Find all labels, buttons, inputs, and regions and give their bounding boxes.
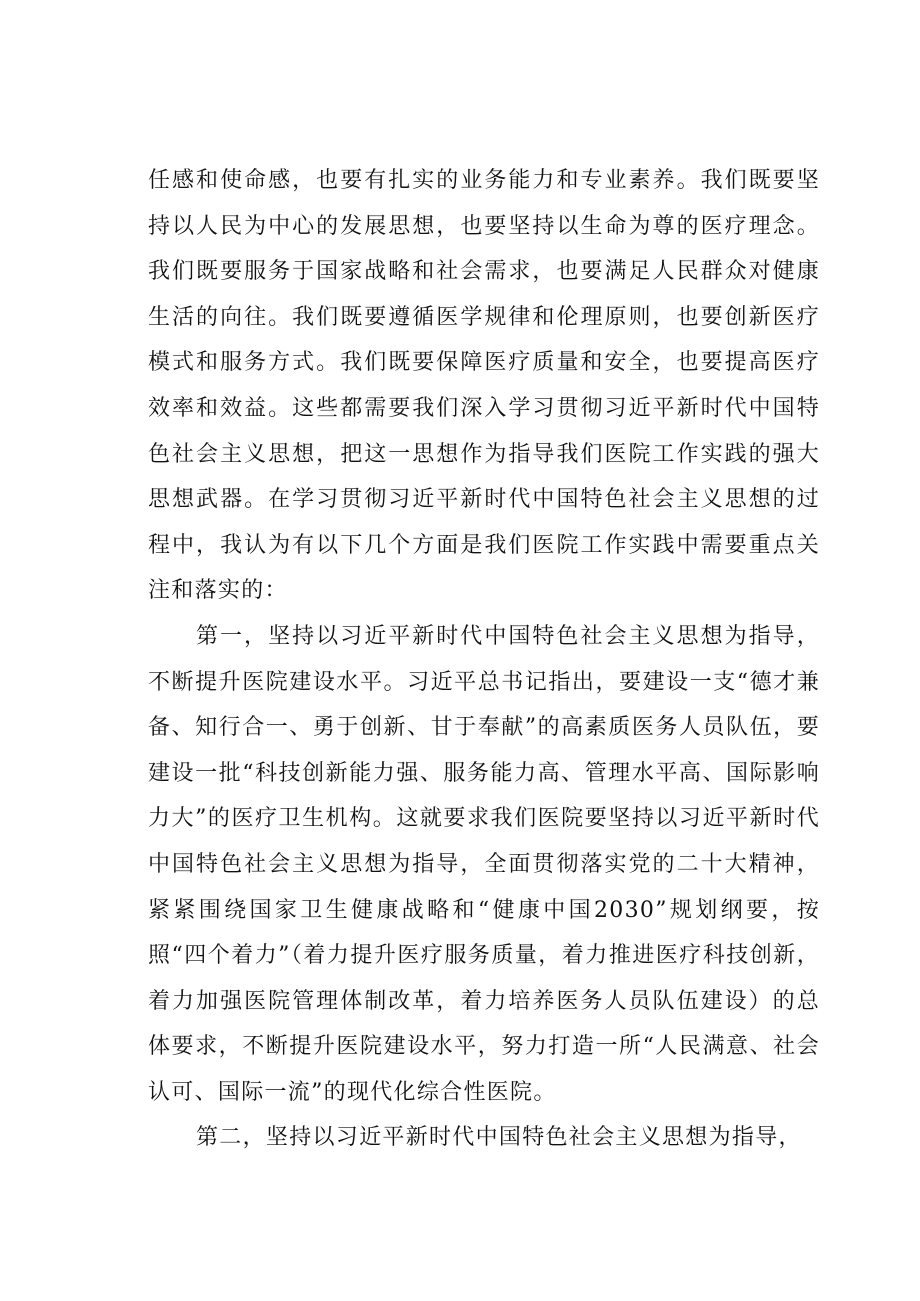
paragraph-continuation: 任感和使命感，也要有扎实的业务能力和专业素养。我们既要坚持以人民为中心的发展思想，也要坚持以生命为尊的医疗理念。我们既要服务于国家战略和社会需求，也要满足人民群众对健康生活的向往。我们既要遵循医学规律和伦理原则，也要创新医疗模式和服务方式。我们既要保障医疗质量和安全，也要提高医疗效率和效益。这些都需要我们深入学习贯彻习近平新时代中国特色社会主义思想，把这一思想作为指导我们医院工作实践的强大思想武器。在学习贯彻习近平新时代中国特色社会主义思想的过程中，我认为有以下几个方面是我们医院工作实践中需要重点关注和落实的：	[148, 168, 820, 604]
document-body	[148, 158, 820, 1161]
paragraph-first-point: 第一，坚持以习近平新时代中国特色社会主义思想为指导，不断提升医院建设水平。习近平总书记指出，要建设一支“德才兼备、知行合一、勇于创新、甘于奉献”的高素质医务人员队伍，要建设一批“科技创新能力强、服务能力高、管理水平高、国际影响力大”的医疗卫生机构。这就要求我们医院要坚持以习近平新时代中国特色社会主义思想为指导，全面贯彻落实党的二十大精神，紧紧围绕国家卫生健康战略和“健康中国2030”规划纲要，按照“四个着力”（着力提升医疗服务质量，着力推进医疗科技创新，着力加强医院管理体制改革，着力培养医务人员队伍建设）的总体要求，不断提升医院建设水平，努力打造一所“人民满意、社会认可、国际一流”的现代化综合性医院。	[148, 623, 820, 1105]
paragraph-second-point: 第二，坚持以习近平新时代中国特色社会主义思想为指导，	[196, 1125, 802, 1151]
